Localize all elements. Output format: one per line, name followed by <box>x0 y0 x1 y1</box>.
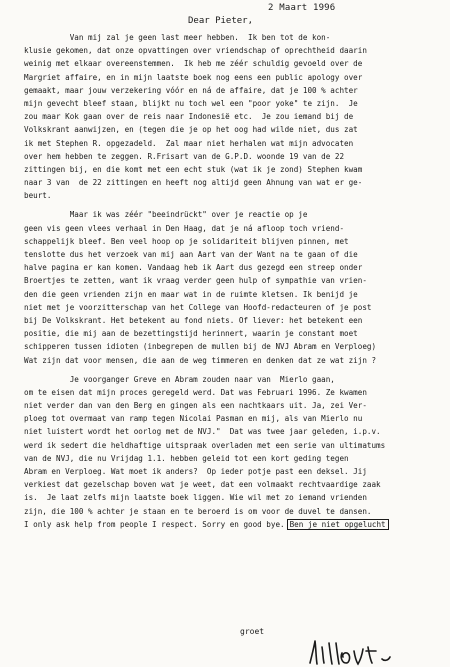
body-line: ploeg tot overmaat van ramp tegen Nicolai Pasman en mij, als van Mierlo nu <box>24 414 363 424</box>
body-line: beurt. <box>24 191 52 201</box>
body-line: zijn, die 100 % achter je staan en te beroerd is om voor de duvel te dansen. <box>24 506 372 516</box>
body-line: naar 3 van de 22 zittingen en heeft nog altijd geen Ahnung van wat er ge- <box>24 178 363 188</box>
body-line: Je voorganger Greve en Abram zouden naar van Mierlo gaan, <box>24 374 335 384</box>
body-line: bij De Volkskrant. Het betekent au fond niets. Of liever: het betekent een <box>24 315 363 325</box>
body-line: is. Je laat zelfs mijn laatste boek liggen. Wie wil met zo iemand vrienden <box>24 493 367 503</box>
salutation: Dear Pieter, <box>188 16 254 26</box>
body-line: klusie gekomen, dat onze opvattingen over vriendschap of oprechtheid daarin <box>24 46 367 56</box>
body-line: Margriet affaire, en in mijn laatste boek nog eens een public apology over <box>24 72 363 82</box>
body-line-text: I only ask help from people I respect. Sorry en good bye. <box>24 519 285 529</box>
body-line: halve pagina er kan komen. Vandaag heb ik Aart dus gezegd een streep onder <box>24 263 363 273</box>
letter-body <box>24 31 448 531</box>
letter-date: 2 Maart 1996 <box>268 3 336 13</box>
body-line: over hem hebben te zeggen. R.Frisart van de G.P.D. woonde 19 van de 22 <box>24 151 345 161</box>
body-line: positie, die mij aan de bezettingstijd herinnert, waarin je constant moet <box>24 329 358 339</box>
body-line: geen vis geen vlees verhaal in Den Haag, dat je ná afloop toch vriend- <box>24 223 345 233</box>
body-line: Volkskrant aanwijzen, en (tegen die je op het oog had wilde niet, dus zat <box>24 125 358 135</box>
body-line: werd ik sedert die heldhaftige uitspraak overladen met een serie van ultimatums <box>24 440 386 450</box>
body-line: weinig met elkaar overeenstemmen. Ik heb me zéér schuldig gevoeld over de <box>24 59 363 69</box>
body-line: ik met Stephen R. opgezadeld. Zal maar niet herhalen wat mijn advocaten <box>24 138 354 148</box>
body-line: schappelijk bleef. Ben veel hoop op je solidariteit blijven pinnen, met <box>24 236 349 246</box>
body-line-last <box>24 518 448 531</box>
body-line: Broertjes te zetten, want ik vraag verder geen hulp of sympathie van vrien- <box>24 276 367 286</box>
body-line: niet luistert wordt het oorlog met de NVJ." Dat was twee jaar geleden, i.p.v. <box>24 427 381 437</box>
body-line: Abram en Verploeg. Wat moet ik anders? Op ieder potje past een deksel. Jij <box>24 467 367 476</box>
body-line: gemaakt, maar jouw verzekering vóór en ná de affaire, dat je 100 % achter <box>24 85 358 95</box>
body-line: niet met je voorzitterschap van het College van Hoofd-redacteuren of je post <box>24 302 372 312</box>
body-line: mijn gevecht bleef staan, blijkt nu toch wel een "poor yoke" te zijn. Je <box>24 98 358 108</box>
body-line: zou maar Kok gaan over de reis naar Indonesië etc. Je zou iemand bij de <box>24 112 354 122</box>
boxed-note: Ben je niet opgelucht <box>287 519 389 530</box>
body-line: tenslotte dus het verzoek van mij aan Aart van der Want na te gaan of die <box>24 250 358 259</box>
body-line: Maar ik was zéér "beeindrückt" over je reactie op je <box>24 210 308 220</box>
body-line: schipperen tussen idioten (inbegrepen de mullen bij de NVJ Abram en Verploeg) <box>24 342 377 352</box>
body-line: verkiest dat gezelschap boven wat je weet, dat een volmaakt rechtvaardige zaak <box>24 480 381 490</box>
body-line: Wat zijn dat voor mensen, die aan de weg timmeren en denken dat ze wat zijn ? <box>24 355 377 365</box>
body-line: Van mij zal je geen last meer hebben. Ik ben tot de kon- <box>24 33 331 42</box>
handwritten-signature <box>306 637 436 667</box>
body-line: van de NVJ, die nu Vrijdag 1.1. hebben geleid tot een kort geding tegen <box>24 453 349 463</box>
body-line: zittingen bij, en die komt met een echt stuk (wat ik je zond) Stephen kwam <box>24 164 363 174</box>
body-line: om te eisen dat mijn proces geregeld werd. Dat was Februari 1996. Ze kwamen <box>24 387 367 397</box>
body-line: niet verder dan van den Berg en gingen als een nachtkaars uit. Ja, zei Ver- <box>24 401 367 411</box>
body-line: den die geen vrienden zijn en maar wat in de ruimte kletsen. Ik benijd je <box>24 289 358 299</box>
closing: groet <box>240 627 265 636</box>
